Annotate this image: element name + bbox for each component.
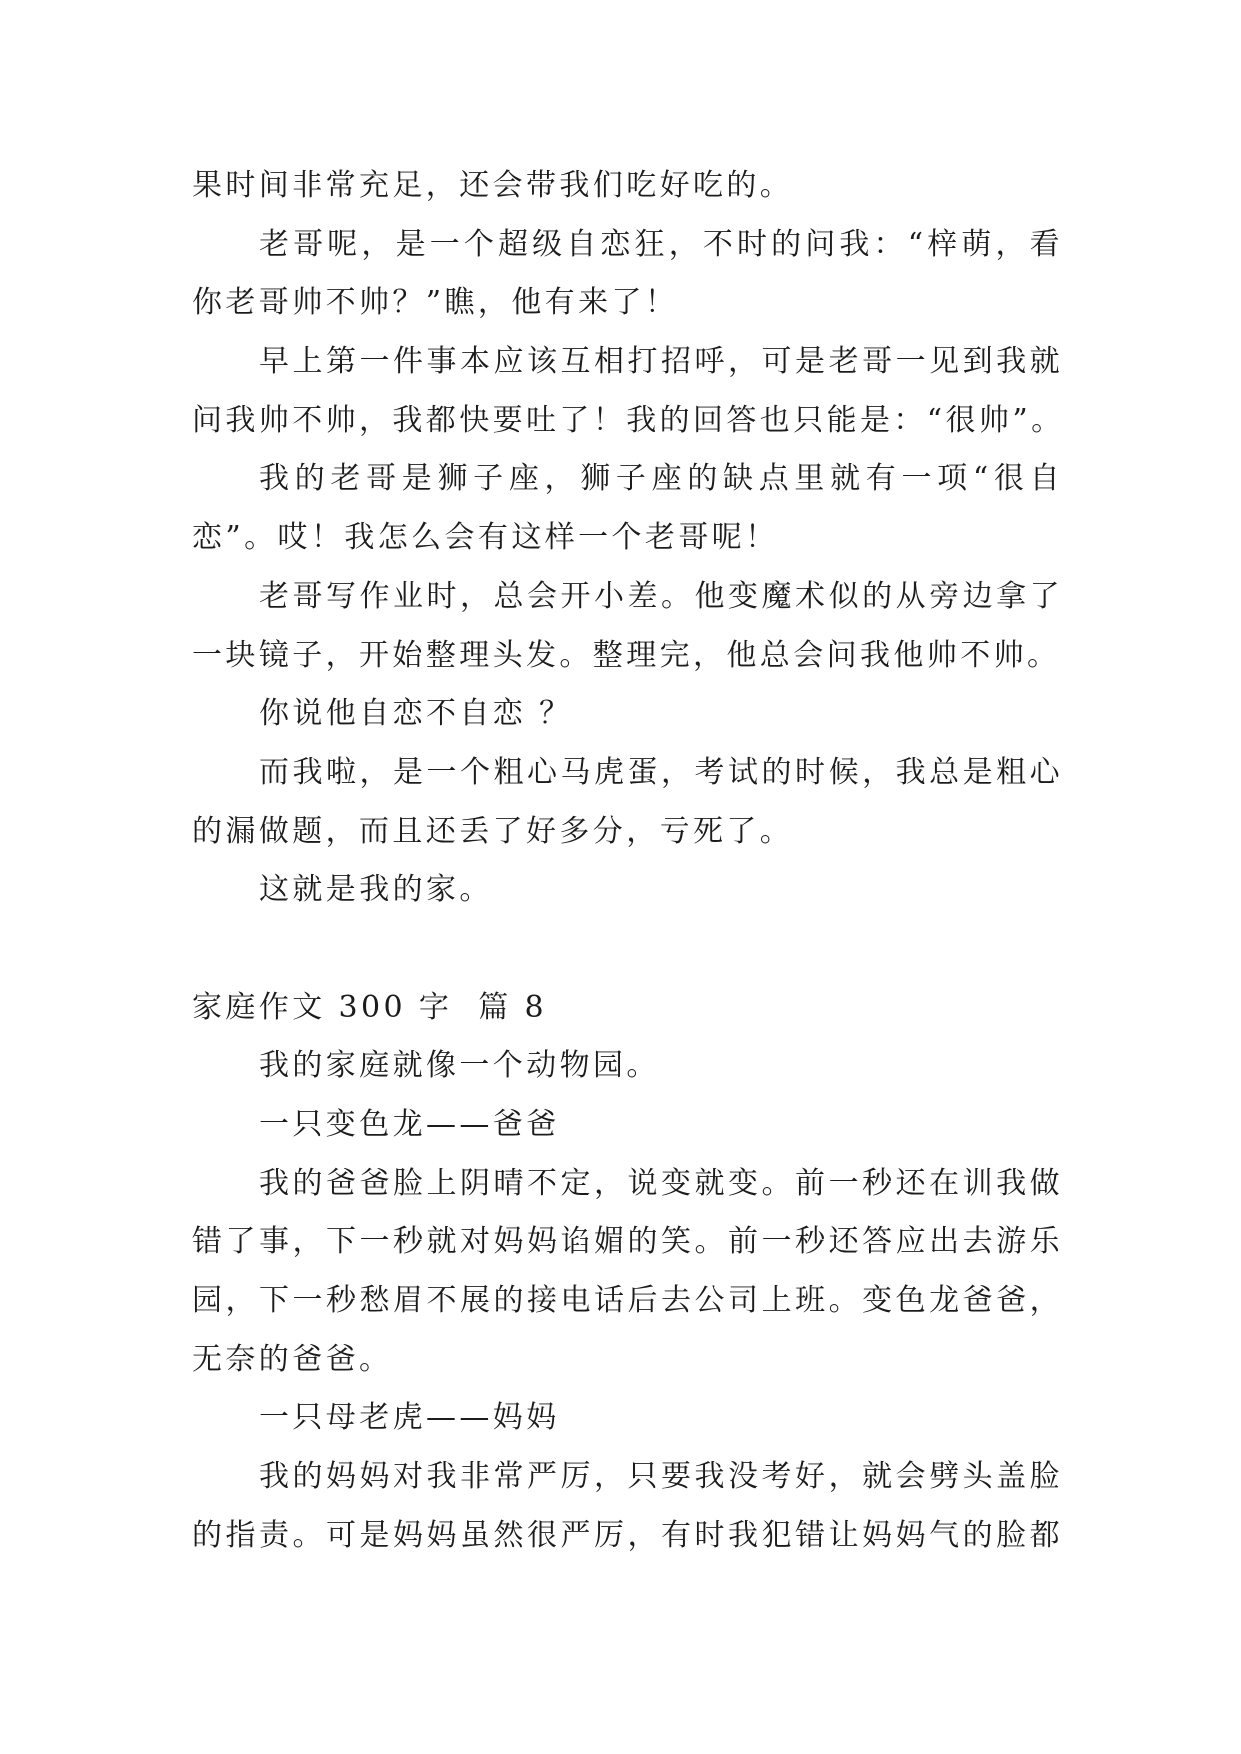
paragraph xyxy=(192,1389,1092,1448)
paragraph-line: 而我啦，是一个粗心马虎蛋，考试的时候，我总是粗心 xyxy=(259,754,1063,790)
paragraph-line: 我的爸爸脸上阴晴不定，说变就变。前一秒还在训我做 xyxy=(259,1165,1063,1201)
paragraph-line: 一只母老虎——妈妈 xyxy=(259,1400,560,1436)
paragraph xyxy=(192,450,1092,567)
paragraph xyxy=(192,861,1092,920)
paragraph-line: 你老哥帅不帅？”瞧，他有来了！ xyxy=(192,285,679,321)
paragraph-line: 这就是我的家。 xyxy=(259,872,493,908)
section-gap xyxy=(192,920,1092,979)
paragraph-line: 的指责。可是妈妈虽然很严厉，有时我犯错让妈妈气的脸都 xyxy=(192,1517,1063,1553)
paragraph xyxy=(192,157,1092,216)
paragraph xyxy=(192,1448,1092,1565)
paragraph-line: 一块镜子，开始整理头发。整理完，他总会问我他帅不帅。 xyxy=(192,637,1061,673)
paragraph xyxy=(192,1037,1092,1096)
paragraph-line: 早上第一件事本应该互相打招呼，可是老哥一见到我就 xyxy=(259,344,1063,380)
paragraph-line: 恋”。哎！我怎么会有这样一个老哥呢！ xyxy=(192,520,779,556)
paragraph xyxy=(192,685,1092,744)
paragraph-line: 错了事，下一秒就对妈妈谄媚的笑。前一秒还答应出去游乐 xyxy=(192,1224,1063,1260)
paragraph-line: 园，下一秒愁眉不展的接电话后去公司上班。变色龙爸爸， xyxy=(192,1283,1063,1319)
paragraph-line: 老哥写作业时，总会开小差。他变魔术似的从旁边拿了 xyxy=(259,578,1063,614)
paragraph-line: 老哥呢，是一个超级自恋狂，不时的问我：“梓萌，看 xyxy=(259,226,1063,262)
paragraph-line: 无奈的爸爸。 xyxy=(192,1341,393,1377)
paragraph-line: 一只变色龙——爸爸 xyxy=(259,1107,560,1142)
paragraph-line: 问我帅不帅，我都快要吐了！我的回答也只能是：“很帅”。 xyxy=(192,402,1065,438)
paragraph-line: 的漏做题，而且还丢了好多分，亏死了。 xyxy=(192,813,794,849)
paragraph xyxy=(192,744,1092,861)
paragraph-line: 我的妈妈对我非常严厉，只要我没考好，就会劈头盖脸 xyxy=(259,1459,1063,1495)
paragraph xyxy=(192,1096,1092,1155)
paragraph xyxy=(192,1155,1092,1390)
paragraph-line: 我的家庭就像一个动物园。 xyxy=(259,1048,660,1084)
paragraph xyxy=(192,333,1092,450)
section-title: 家庭作文 300 字 篇 8 xyxy=(192,989,548,1025)
paragraph-line: 你说他自恋不自恋 ？ xyxy=(259,696,573,732)
paragraph-line: 果时间非常充足，还会带我们吃好吃的。 xyxy=(192,168,794,203)
section xyxy=(192,979,1092,1566)
paragraph xyxy=(192,216,1092,333)
section xyxy=(192,157,1092,920)
paragraph-line: 我的老哥是狮子座，狮子座的缺点里就有一项“很自 xyxy=(259,461,1063,497)
document-body xyxy=(192,157,1092,1566)
paragraph xyxy=(192,568,1092,685)
